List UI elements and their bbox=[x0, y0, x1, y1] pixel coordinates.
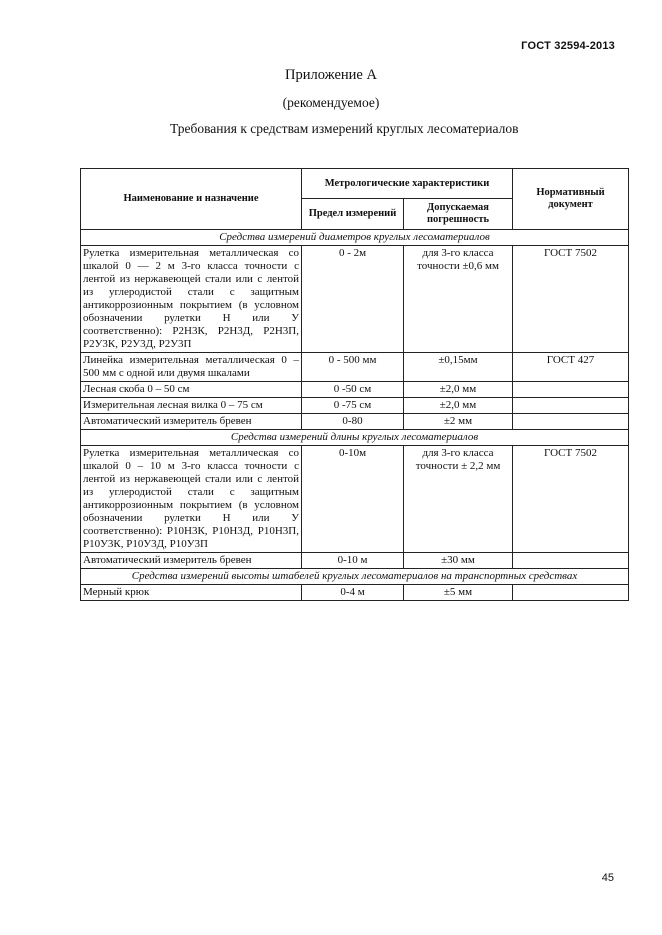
table-row bbox=[81, 246, 629, 353]
cell-error: ±5 мм bbox=[404, 585, 513, 601]
cell-error: ±30 мм bbox=[404, 553, 513, 569]
cell-normative-doc: ГОСТ 7502 bbox=[513, 446, 629, 553]
cell-normative-doc bbox=[513, 382, 629, 398]
cell-limit: 0-4 м bbox=[302, 585, 404, 601]
annex-subtitle: (рекомендуемое) bbox=[282, 95, 380, 110]
annex-title: Приложение А bbox=[285, 67, 377, 83]
cell-normative-doc bbox=[513, 585, 629, 601]
cell-limit: 0 - 500 мм bbox=[302, 353, 404, 382]
standard-code: ГОСТ 32594-2013 bbox=[521, 40, 615, 52]
header-normative-doc: Нормативный документ bbox=[513, 169, 629, 230]
cell-name: Автоматический измеритель бревен bbox=[81, 553, 302, 569]
header-metrological: Метрологические характеристики bbox=[302, 169, 513, 199]
cell-limit: 0-80 bbox=[302, 414, 404, 430]
cell-error: ±0,15мм bbox=[404, 353, 513, 382]
cell-limit: 0 -75 см bbox=[302, 398, 404, 414]
cell-name: Мерный крюк bbox=[81, 585, 302, 601]
measurement-tools-table bbox=[80, 168, 629, 601]
table-body bbox=[81, 230, 629, 601]
cell-error: для 3-го класса точности ± 2,2 мм bbox=[404, 446, 513, 553]
table-row bbox=[81, 553, 629, 569]
page-number: 45 bbox=[601, 872, 614, 884]
table-row bbox=[81, 414, 629, 430]
cell-name: Линейка измерительная металлическая 0 – 500 мм с одной или двумя шкалами bbox=[81, 353, 302, 382]
cell-name: Рулетка измерительная металлическая со шкалой 0 – 10 м 3-го класса точности с лентой из нержавеющей стали или с лентой из углеродистой стали с защитным антикоррозионным покрытием (в условном обозначении рулетки Н или У соответственно): Р10Н3К, Р10Н3Д, Р10Н3П, Р10У3К, Р10У3Д, Р10У3П bbox=[81, 446, 302, 553]
cell-error: ±2 мм bbox=[404, 414, 513, 430]
cell-error: для 3-го класса точности ±0,6 мм bbox=[404, 246, 513, 353]
cell-name: Автоматический измеритель бревен bbox=[81, 414, 302, 430]
cell-error: ±2,0 мм bbox=[404, 382, 513, 398]
cell-normative-doc bbox=[513, 398, 629, 414]
table-row bbox=[81, 382, 629, 398]
section-header-row bbox=[81, 569, 629, 585]
cell-normative-doc: ГОСТ 427 bbox=[513, 353, 629, 382]
cell-name: Лесная скоба 0 – 50 см bbox=[81, 382, 302, 398]
cell-limit: 0-10 м bbox=[302, 553, 404, 569]
section-title: Средства измерений высоты штабелей круглых лесоматериалов на транспортных средствах bbox=[81, 569, 629, 585]
cell-normative-doc bbox=[513, 414, 629, 430]
cell-normative-doc: ГОСТ 7502 bbox=[513, 246, 629, 353]
section-title: Средства измерений диаметров круглых лесоматериалов bbox=[81, 230, 629, 246]
section-title: Средства измерений длины круглых лесоматериалов bbox=[81, 430, 629, 446]
section-header-row bbox=[81, 430, 629, 446]
section-header-row bbox=[81, 230, 629, 246]
cell-normative-doc bbox=[513, 553, 629, 569]
annex-heading: Требования к средствам измерений круглых лесоматериалов bbox=[170, 121, 519, 136]
header-name: Наименование и назначение bbox=[81, 169, 302, 230]
header-limit: Предел измерений bbox=[302, 199, 404, 230]
table-row bbox=[81, 585, 629, 601]
cell-name: Рулетка измерительная металлическая со шкалой 0 — 2 м 3-го класса точности с лентой из нержавеющей стали или с лентой из углеродистой стали с защитным антикоррозионным покрытием (в условном обозначении рулетки Н или У соответственно): Р2Н3К, Р2Н3Д, Р2Н3П, Р2У3К, Р2У3Д, Р2У3П bbox=[81, 246, 302, 353]
header-error: Допускаемая погрешность bbox=[404, 199, 513, 230]
cell-limit: 0 -50 см bbox=[302, 382, 404, 398]
cell-name: Измерительная лесная вилка 0 – 75 см bbox=[81, 398, 302, 414]
table-row bbox=[81, 446, 629, 553]
cell-limit: 0-10м bbox=[302, 446, 404, 553]
table-row bbox=[81, 398, 629, 414]
cell-error: ±2,0 мм bbox=[404, 398, 513, 414]
table-row bbox=[81, 353, 629, 382]
cell-limit: 0 - 2м bbox=[302, 246, 404, 353]
